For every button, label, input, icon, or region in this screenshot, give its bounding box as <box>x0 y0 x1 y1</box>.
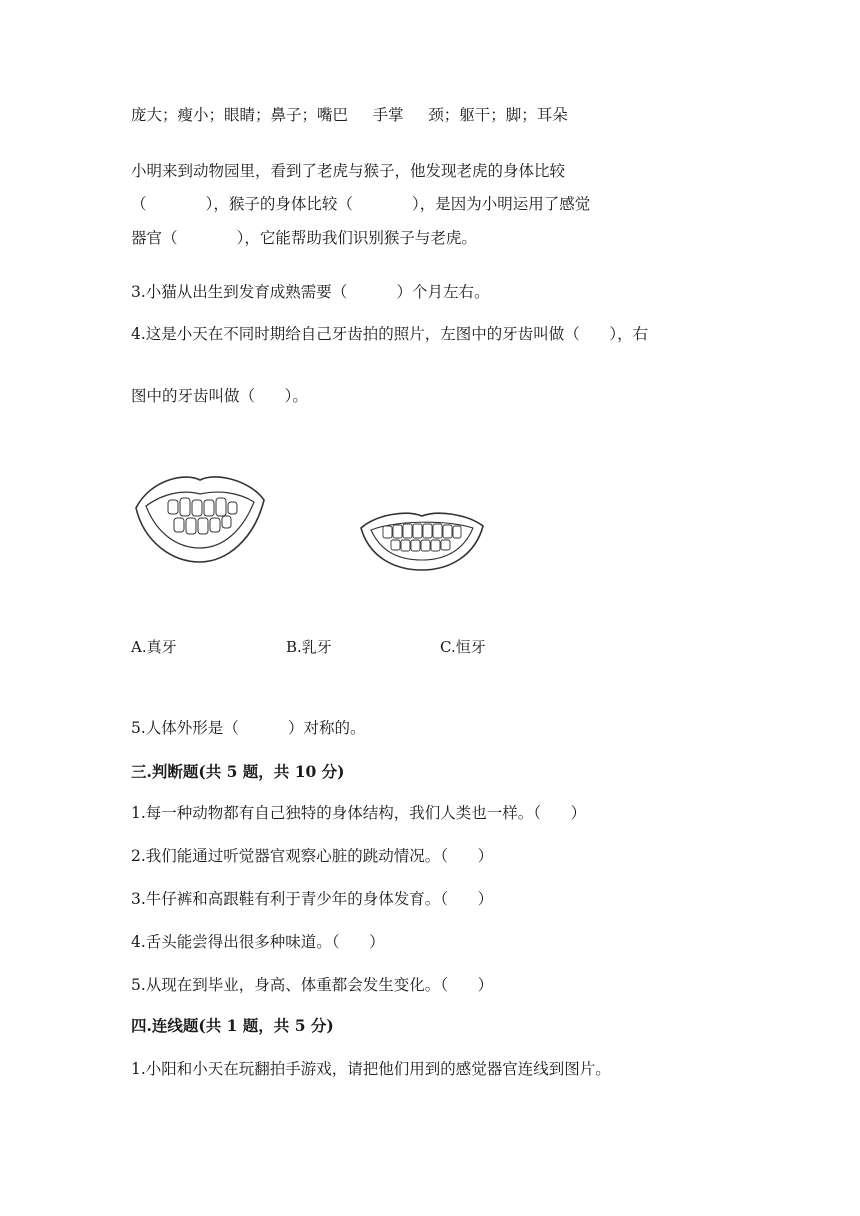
judge-item-3: 3.牛仔裤和高跟鞋有利于青少年的身体发育。（ ） <box>131 890 494 908</box>
matching-item-1: 1.小阳和小天在玩翻拍手游戏，请把他们用到的感觉器官连线到图片。 <box>131 1060 611 1078</box>
judge-item-4: 4.舌头能尝得出很多种味道。（ ） <box>131 933 385 951</box>
section-3-title: 三.判断题(共 5 题，共 10 分) <box>131 762 345 781</box>
passage-line-3: 器官（ ），它能帮助我们识别猴子与老虎。 <box>131 229 477 247</box>
question-4-line-2: 图中的牙齿叫做（ ）。 <box>131 387 308 405</box>
passage-line-1: 小明来到动物园里，看到了老虎与猴子，他发现老虎的身体比较 <box>131 162 566 180</box>
judge-item-2: 2.我们能通过听觉器官观察心脏的跳动情况。（ ） <box>131 847 494 865</box>
question-4-line-1: 4.这是小天在不同时期给自己牙齿拍的照片，左图中的牙齿叫做（ ），右 <box>131 325 649 343</box>
permanent-teeth-illustration <box>357 508 487 578</box>
baby-teeth-illustration <box>130 470 270 570</box>
question-5: 5.人体外形是（ ）对称的。 <box>131 719 366 737</box>
judge-item-5: 5.从现在到毕业，身高、体重都会发生变化。（ ） <box>131 976 494 994</box>
judge-item-1: 1.每一种动物都有自己独特的身体结构，我们人类也一样。（ ） <box>131 804 587 822</box>
section-4-title: 四.连线题(共 1 题，共 5 分) <box>131 1016 334 1035</box>
question-3: 3.小猫从出生到发育成熟需要（ ）个月左右。 <box>131 283 490 301</box>
option-a: A.真牙 <box>131 638 177 656</box>
passage-line-2: （ ），猴子的身体比较（ ），是因为小明运用了感觉 <box>131 195 591 213</box>
option-c: C.恒牙 <box>440 638 486 656</box>
word-bank: 庞大；瘦小；眼睛；鼻子；嘴巴 手掌 颈；躯干；脚；耳朵 <box>131 106 568 124</box>
option-b: B.乳牙 <box>286 638 332 656</box>
